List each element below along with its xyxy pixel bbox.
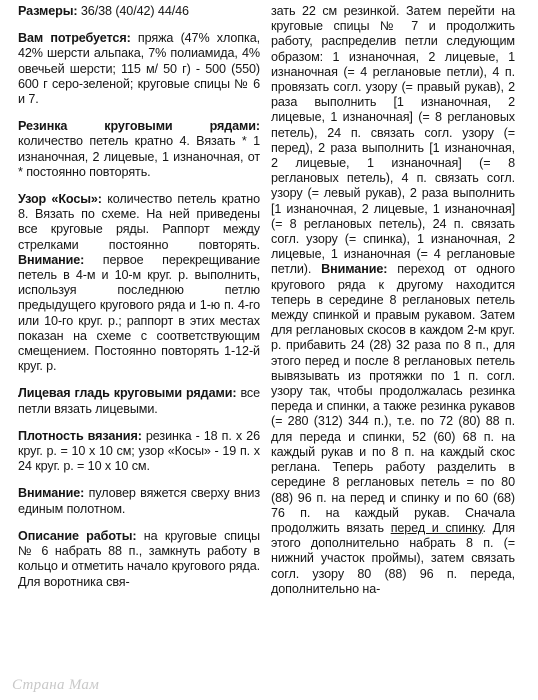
continuation-text-2: переход от одного кругового ряда к другому находится теперь в середине 8 реглановых петель между спинкой и правым рукавом. Затем для реглановых скосов в каждом 2-м круг. р. прибавить 24 (28) 32 раза по 8 п., для этого перед и после 8 реглановых петель вывязывать из протяжки по 1 п. согл. узору так, чтобы продолжалась резинка переда и спинки, а также резинка рукавов (= 280 (312) 344 п.), т.е. по 72 (80) 88 п. для переда и спинки, 52 (60) 68 п. на каждый рукав и по 8 п. на каждый скос реглана. Теперь работу разделить в середине 8 реглановых петель = по 80 (88) 96 п. на перед и спинку и по 60 (68) 76 п. на каждый рукав. Сначала продолжить вязать xyxy=(271,262,515,535)
note-text: пуловер вяжется сверху вниз единым полотном. xyxy=(18,486,260,516)
cables-text-1: количество петель кратно 8. Вязать по схеме. На ней приведены все круговые ряды. Раппорт между стрелками постоянно повторять. xyxy=(18,192,261,252)
rib-text: количество петель кратно 4. Вязать * 1 изнаночная, 2 лицевые, 1 изнаночная, от * постоянно повторять. xyxy=(18,134,260,179)
sizes-text: 36/38 (40/42) 44/46 xyxy=(77,4,189,18)
work-paragraph xyxy=(18,529,260,590)
materials-label: Вам потребуется: xyxy=(18,31,131,46)
left-column xyxy=(18,4,260,602)
cables-text-2: первое перекрещивание петель в 4-м и 10-м круг. р. выполнить, используя последнюю петлю предыдущего кругового ряда и 1-ю п. 4-го или 10-го круг. р.; раппорт в этих местах показан на схеме с соответствующим смещением. Постоянно повторять 1-12-й круг. р. xyxy=(18,252,260,374)
watermark-logo: Страна Мам xyxy=(12,677,100,693)
continuation-text-1: зать 22 см резинкой. Затем перейти на круговые спицы № 7 и продолжить работу, распределив петли следующим образом: 1 изнаночная, 2 лицевые, 1 изнаночная (= 4 реглановые петли), 4 п. провязать согл. узору (= правый рукав), 2 раза выполнить [1 изнаночная, 2 лицевые, 1 изнаночная] (= 8 реглановых петель), 24 п. связать согл. узору (= перед), 2 раза выполнить [1 изнаночная, 2 лицевые, 1 изнаночная] (= 8 реглановых петель), 4 п. связать согл. узору (= левый рукав), 2 раза выполнить [1 изнаночная, 2 лицевые, 1 изнаночная] (= 8 реглановых петель), 24 п. связать согл. узору (= спинка), 1 изнаночная, 2 лицевые, 1 изнаночная (= 4 реглановые петли). xyxy=(271,4,515,277)
continuation-text-3: . Для этого дополнительно набрать 8 п. (= нижний участок проймы), затем связать согл. узору 80 (88) 96 п. переда, дополнительно на- xyxy=(271,520,515,596)
rib-paragraph xyxy=(18,119,260,180)
work-text: на круговые спицы № 6 набрать 88 п., замкнуть работу в кольцо и отметить начало кругового ряда. Для воротника свя- xyxy=(18,528,261,589)
stockinette-label: Лицевая гладь круговыми рядами: xyxy=(18,386,237,401)
sizes-paragraph xyxy=(18,4,260,19)
work-label: Описание работы: xyxy=(18,528,137,543)
continuation-attention-label: Внимание: xyxy=(311,262,388,277)
continuation-paragraph xyxy=(271,4,515,597)
note-paragraph xyxy=(18,486,260,516)
gauge-text: резинка - 18 п. х 26 круг. р. = 10 х 10 см; узор «Косы» - 19 п. х 24 круг. р. = 10 х 10 см. xyxy=(18,428,260,474)
rib-label: Резинка круговыми рядами: xyxy=(18,119,260,134)
right-column xyxy=(271,4,515,597)
gauge-label: Плотность вязания: xyxy=(18,428,142,443)
continuation-underlined: перед и спинку xyxy=(390,520,483,535)
cables-label: Узор «Косы»: xyxy=(18,192,102,207)
stockinette-text: все петли вязать лицевыми. xyxy=(18,386,260,416)
materials-paragraph xyxy=(18,31,260,107)
sizes-label: Размеры: xyxy=(18,4,78,18)
note-label: Внимание: xyxy=(18,486,85,501)
stockinette-paragraph xyxy=(18,386,260,416)
materials-text: пряжа (47% хлопка, 42% шерсти альпака, 7% полиамида, 4% овечьей шерсти; 115 м/ 50 г) - 500 (550) 600 г серо-зеленой; круговые спицы № 6 и 7. xyxy=(18,31,260,107)
cables-paragraph xyxy=(18,192,260,374)
cables-attention-label: Внимание: xyxy=(18,252,85,267)
gauge-paragraph xyxy=(18,429,260,475)
